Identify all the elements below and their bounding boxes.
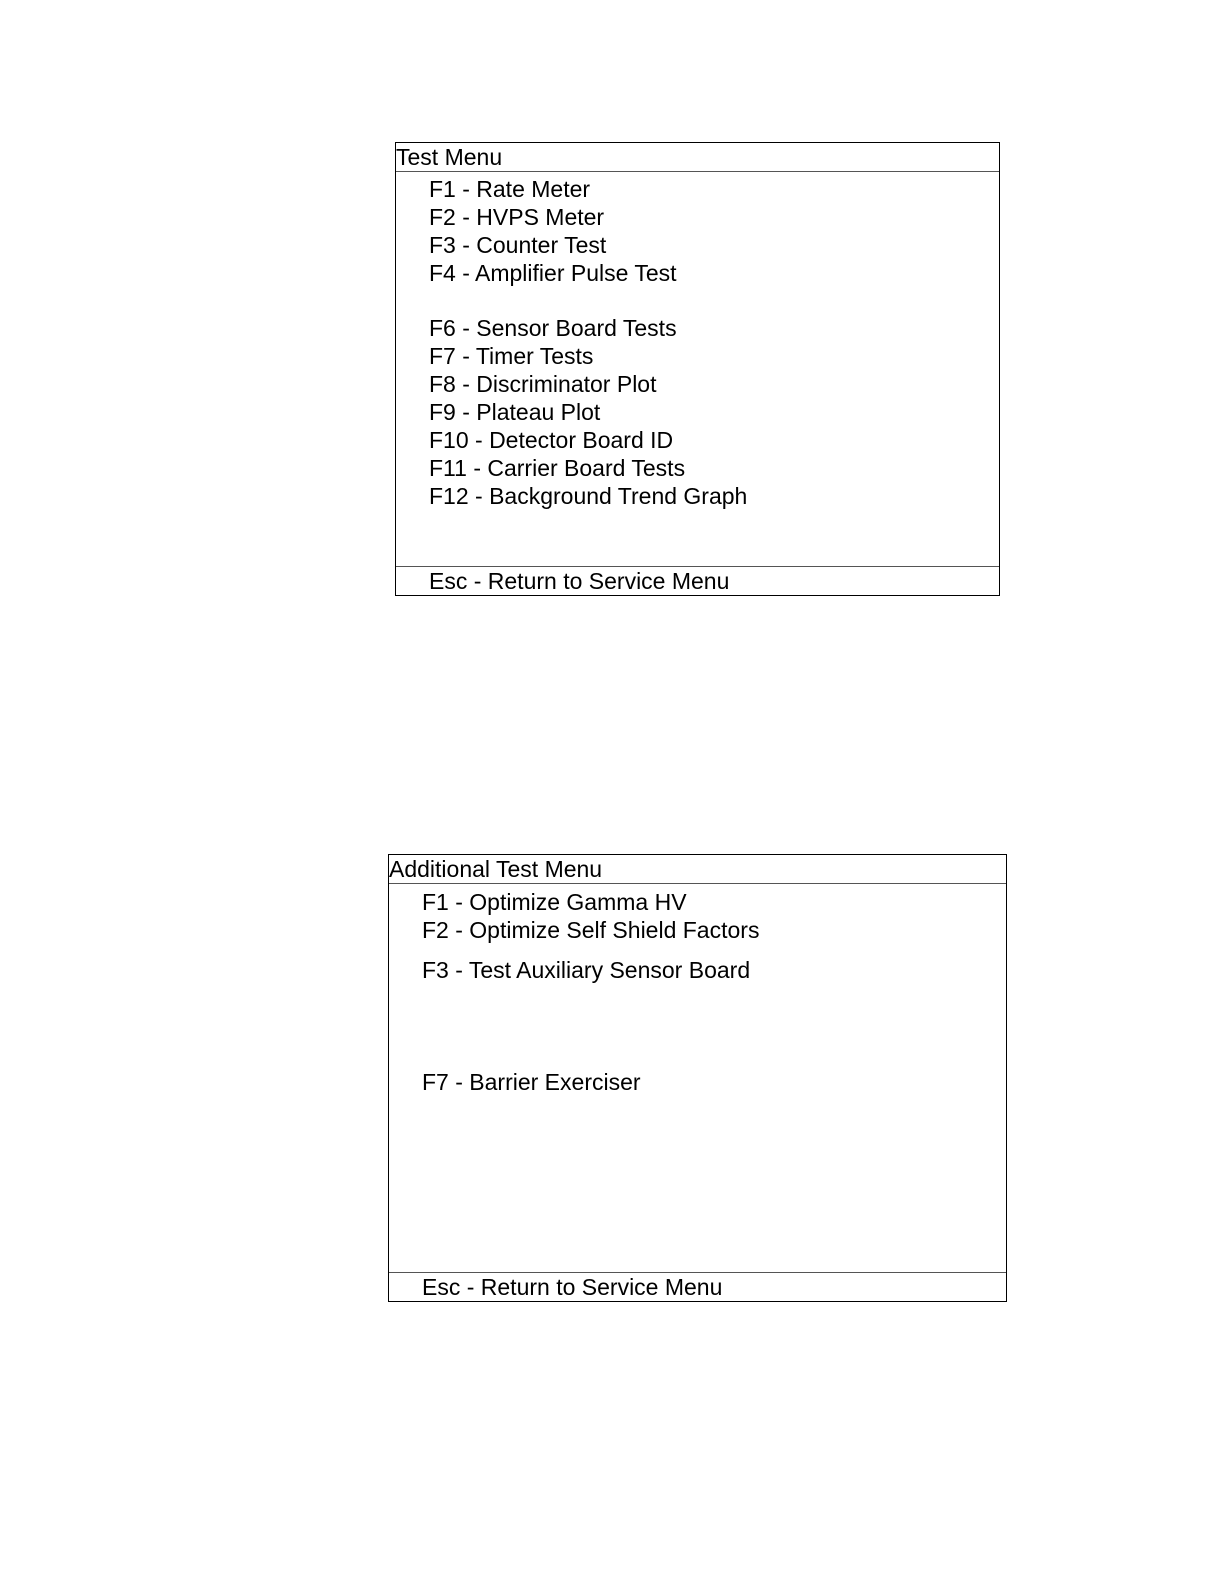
return-to-service-menu-option[interactable]: Esc - Return to Service Menu xyxy=(429,568,730,594)
test-menu-footer xyxy=(396,566,999,595)
menu-item-detector-board-id[interactable]: F10 - Detector Board ID xyxy=(429,427,674,453)
menu-item-optimize-self-shield-factors[interactable]: F2 - Optimize Self Shield Factors xyxy=(422,917,760,943)
menu-item-amplifier-pulse-test[interactable]: F4 - Amplifier Pulse Test xyxy=(429,260,677,286)
menu-item-sensor-board-tests[interactable]: F6 - Sensor Board Tests xyxy=(429,315,677,341)
additional-test-menu-footer xyxy=(389,1272,1006,1301)
return-to-service-menu-option[interactable]: Esc - Return to Service Menu xyxy=(422,1274,723,1300)
menu-item-optimize-gamma-hv[interactable]: F1 - Optimize Gamma HV xyxy=(422,889,687,915)
menu-item-plateau-plot[interactable]: F9 - Plateau Plot xyxy=(429,399,601,425)
test-menu-title: Test Menu xyxy=(396,143,999,172)
menu-item-carrier-board-tests[interactable]: F11 - Carrier Board Tests xyxy=(429,455,686,481)
menu-item-test-auxiliary-sensor-board[interactable]: F3 - Test Auxiliary Sensor Board xyxy=(422,957,751,983)
menu-item-barrier-exerciser[interactable]: F7 - Barrier Exerciser xyxy=(422,1069,641,1095)
menu-item-discriminator-plot[interactable]: F8 - Discriminator Plot xyxy=(429,371,657,397)
menu-item-counter-test[interactable]: F3 - Counter Test xyxy=(429,232,607,258)
menu-item-background-trend-graph[interactable]: F12 - Background Trend Graph xyxy=(429,483,748,509)
menu-item-timer-tests[interactable]: F7 - Timer Tests xyxy=(429,343,594,369)
additional-test-menu-panel xyxy=(388,854,1007,1302)
test-menu-panel xyxy=(395,142,1000,596)
additional-test-menu-title: Additional Test Menu xyxy=(389,855,1006,884)
menu-item-hvps-meter[interactable]: F2 - HVPS Meter xyxy=(429,204,605,230)
menu-item-rate-meter[interactable]: F1 - Rate Meter xyxy=(429,176,591,202)
